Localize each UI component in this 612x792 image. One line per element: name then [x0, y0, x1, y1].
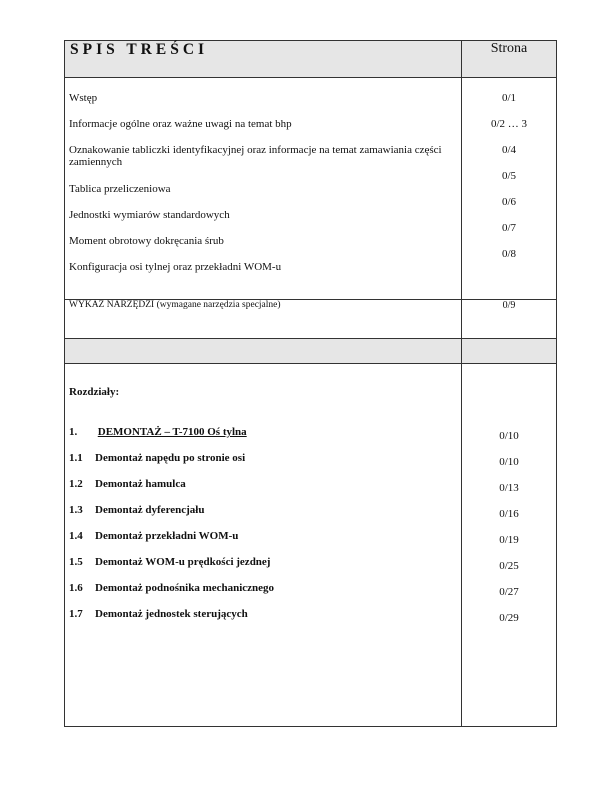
intro-entries: [65, 78, 462, 300]
section-number: 1.2: [69, 478, 83, 490]
toc-table: [64, 40, 557, 727]
section-entry[interactable]: [69, 582, 274, 594]
page-number: 0/16: [499, 508, 519, 520]
chapters-pages: [462, 364, 557, 727]
toc-entry[interactable]: Tablica przeliczeniowa: [69, 183, 171, 195]
section-entry[interactable]: [69, 530, 238, 542]
chapters-entries: [65, 364, 462, 727]
page-number: 0/4: [501, 144, 517, 156]
page-number: 0/25: [499, 560, 519, 572]
toc-entry[interactable]: Informacje ogólne oraz ważne uwagi na temat bhp: [69, 118, 292, 130]
page-number: 0/29: [499, 612, 519, 624]
section-entry[interactable]: [69, 556, 270, 568]
chapter-number: 1.: [69, 426, 78, 438]
page-number: 0/19: [499, 534, 519, 546]
tools-entry[interactable]: WYKAZ NARZĘDZI (wymagane narzędzia specjalne): [65, 300, 462, 339]
chapter-title: DEMONTAŻ – T-7100 Oś tylna: [97, 426, 247, 438]
section-title: Demontaż hamulca: [95, 478, 186, 490]
tools-page: 0/9: [462, 300, 557, 339]
page-number: 0/5: [501, 170, 517, 182]
chapters-label: Rozdziały:: [69, 386, 120, 398]
section-title: Demontaż jednostek sterujących: [95, 608, 248, 620]
page-number: 0/10: [499, 456, 519, 468]
page-number: 0/7: [501, 222, 517, 234]
section-title: Demontaż podnośnika mechanicznego: [95, 582, 275, 594]
section-number: 1.5: [69, 556, 83, 568]
separator-cell: [65, 339, 462, 364]
page-number: 0/10: [499, 430, 519, 442]
section-number: 1.3: [69, 504, 83, 516]
toc-entry[interactable]: Konfiguracja osi tylnej oraz przekładni WOM-u: [69, 261, 282, 273]
toc-entry[interactable]: Jednostki wymiarów standardowych: [69, 209, 230, 221]
toc-header-row: [65, 41, 557, 78]
separator-cell: [462, 339, 557, 364]
page-number: 0/6: [501, 196, 517, 208]
shaded-separator-row: [65, 339, 557, 364]
section-number: 1.4: [69, 530, 83, 542]
section-title: Demontaż przekładni WOM-u: [95, 530, 239, 542]
section-entry[interactable]: [69, 452, 245, 464]
section-number: 1.7: [69, 608, 83, 620]
section-title: Demontaż dyferencjału: [95, 504, 205, 516]
section-number: 1.1: [69, 452, 83, 464]
intro-pages: [462, 78, 557, 300]
page-number: 0/8: [501, 248, 517, 260]
toc-title: SPIS TREŚCI: [65, 41, 462, 78]
page-number: 0/27: [499, 586, 519, 598]
intro-section: [65, 78, 557, 300]
section-entry[interactable]: [69, 478, 186, 490]
toc-entry[interactable]: Wstęp: [69, 92, 98, 104]
page-number: 0/2 … 3: [490, 118, 528, 130]
section-number: 1.6: [69, 582, 83, 594]
section-entry[interactable]: [69, 504, 204, 516]
page-number: 0/13: [499, 482, 519, 494]
section-entry[interactable]: [69, 608, 248, 620]
chapter-entry[interactable]: [69, 426, 247, 438]
page-column-header: Strona: [462, 41, 557, 78]
toc-entry[interactable]: Oznakowanie tabliczki identyfikacyjnej oraz informacje na temat zamawiania części zamiennych: [69, 144, 442, 168]
chapters-section: [65, 364, 557, 727]
section-title: Demontaż WOM-u prędkości jezdnej: [95, 556, 271, 568]
page-number: 0/1: [501, 92, 517, 104]
section-title: Demontaż napędu po stronie osi: [95, 452, 246, 464]
tools-row: [65, 300, 557, 339]
toc-entry[interactable]: Moment obrotowy dokręcania śrub: [69, 235, 224, 247]
